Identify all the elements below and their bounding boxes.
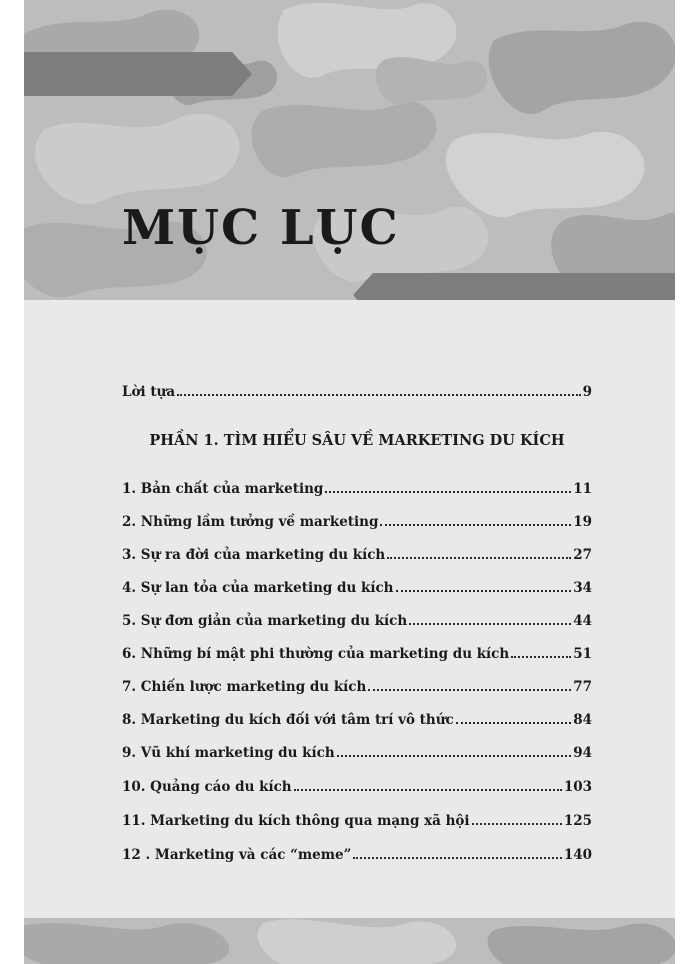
toc-entry-label: 1. Bản chất của marketing <box>122 481 324 497</box>
toc-entry-page: 44 <box>573 613 592 629</box>
toc-entry <box>122 514 592 530</box>
toc-entry-label: 12 . Marketing và các “meme” <box>122 847 352 863</box>
dot-leader <box>456 722 571 724</box>
toc-entry-page: 94 <box>573 745 592 761</box>
part-heading: PHẦN 1. TÌM HIỂU SÂU VỀ MARKETING DU KÍCH <box>149 432 565 449</box>
toc-entry-page: 84 <box>573 712 592 728</box>
dot-leader <box>380 524 571 526</box>
camouflage-footer-background <box>24 918 675 964</box>
dot-leader <box>409 623 571 625</box>
dot-leader <box>353 857 561 859</box>
toc-entry-label: 10. Quảng cáo du kích <box>122 779 292 795</box>
toc-entry <box>122 679 592 695</box>
toc-entry <box>122 613 592 629</box>
toc-entry <box>122 646 592 662</box>
toc-entry <box>122 813 592 829</box>
toc-entry <box>122 847 592 863</box>
toc-entry-page: 34 <box>573 580 592 596</box>
toc-entry-page: 140 <box>563 847 592 863</box>
toc-entry-page: 27 <box>573 547 592 563</box>
dot-leader <box>325 491 571 493</box>
toc-entry-label: 11. Marketing du kích thông qua mạng xã hội <box>122 813 470 829</box>
toc-entry-page: 51 <box>573 646 592 662</box>
toc-entry <box>122 745 592 761</box>
toc-entry <box>122 779 592 795</box>
toc-preface-row <box>122 384 592 400</box>
decorative-band-left <box>24 52 252 96</box>
toc-entry <box>122 481 592 497</box>
dot-leader <box>387 557 571 559</box>
toc-entry <box>122 712 592 728</box>
dot-leader <box>337 755 572 757</box>
toc-entry-label: 3. Sự ra đời của marketing du kích <box>122 547 386 563</box>
dot-leader <box>368 689 571 691</box>
toc-entry-page: 77 <box>573 679 592 695</box>
toc-entry-label: 6. Những bí mật phi thường của marketing du kích <box>122 646 510 662</box>
toc-entry-label: 2. Những lầm tưởng về marketing <box>122 514 379 530</box>
toc-entry-page: 103 <box>563 779 592 795</box>
page-title: MỤC LỤC <box>122 200 400 256</box>
dot-leader <box>177 394 580 396</box>
toc-preface-page: 9 <box>582 384 592 400</box>
toc-entry <box>122 580 592 596</box>
toc-entry-label: 7. Chiến lược marketing du kích <box>122 679 367 695</box>
toc-entry-page: 11 <box>573 481 592 497</box>
toc-entry-label: 5. Sự đơn giản của marketing du kích <box>122 613 408 629</box>
dot-leader <box>396 590 572 592</box>
book-page <box>24 0 675 964</box>
toc-preface-label: Lời tựa <box>122 384 176 400</box>
toc-entry-label: 8. Marketing du kích đối với tâm trí vô thức <box>122 712 454 728</box>
toc-entry-label: 4. Sự lan tỏa của marketing du kích <box>122 580 394 596</box>
toc-entry-label: 9. Vũ khí marketing du kích <box>122 745 335 761</box>
toc-entry <box>122 547 592 563</box>
dot-leader <box>472 823 562 825</box>
toc-entry-page: 19 <box>573 514 592 530</box>
toc-entry-page: 125 <box>563 813 592 829</box>
dot-leader <box>294 789 562 791</box>
dot-leader <box>511 656 571 658</box>
